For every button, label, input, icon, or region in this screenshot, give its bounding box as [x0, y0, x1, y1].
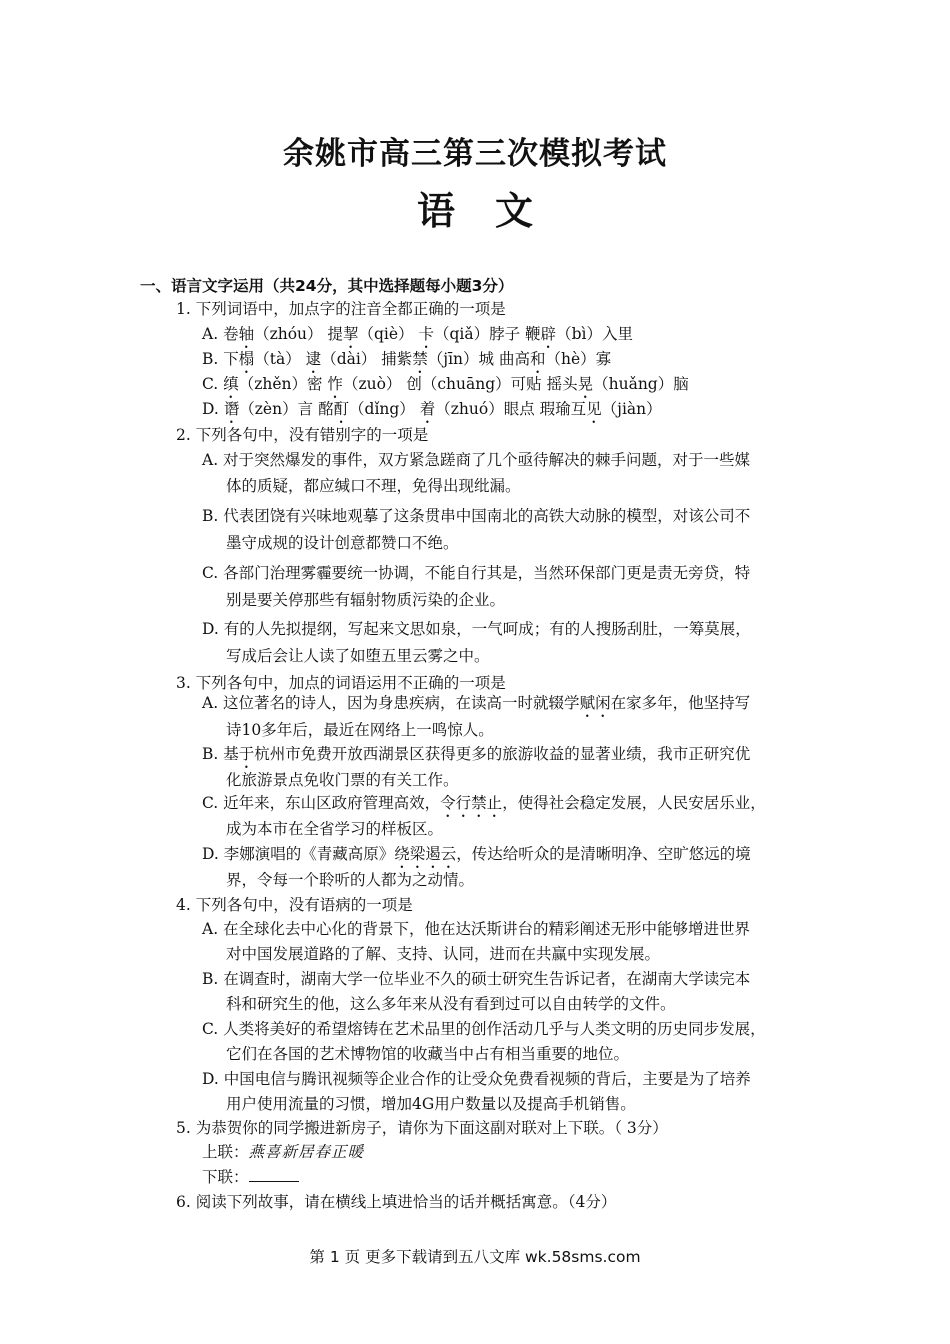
q2-option-c-line2: 别是要关停那些有辐射物质污染的企业。 [226, 591, 506, 609]
q2-option-c-line1: C. 各部门治理雾霾要统一协调，不能自行其是，当然环保部门更是责无旁贷，特 [202, 564, 751, 582]
page-footer: 第 1 页 更多下载请到五八文库 wk.58sms.com [309, 1248, 641, 1266]
q2-option-b-line1: B. 代表团饶有兴味地观摹了这条贯串中国南北的高铁大动脉的模型，对该公司不 [202, 507, 751, 525]
q2-option-a-line2: 体的质疑，都应缄口不理，免得出现纰漏。 [226, 477, 521, 495]
q3-option-d-line1: D. 李娜演唱的《青藏高原》绕梁遏云，传达给听众的是清晰明净、空旷悠远的境 [202, 845, 751, 863]
q4-option-c-line2: 它们在各国的艺术博物馆的收藏当中占有相当重要的地位。 [226, 1045, 630, 1063]
q1-option-b: B. 下榻（tà） 逮（dài） 捕紫禁（jīn）城 曲高和（hè）寡 [202, 350, 612, 368]
q4-option-a-line1: A. 在全球化去中心化的背景下，他在达沃斯讲台的精彩阐述无形中能够增进世界 [202, 920, 751, 938]
q3-option-c-line1: C. 近年来，东山区政府管理高效，令行禁止，使得社会稳定发展，人民安居乐业， [202, 794, 766, 812]
q4-option-b-line1: B. 在调查时，湖南大学一位毕业不久的硕士研究生告诉记者，在湖南大学读完本 [202, 970, 751, 988]
q1-stem: 1. 下列词语中，加点字的注音全都正确的一项是 [176, 300, 506, 318]
q5-lower-couplet: 下联： [202, 1167, 299, 1187]
q2-option-d-line1: D. 有的人先拟提纲，写起来文思如泉，一气呵成；有的人搜肠刮肚，一筹莫展， [202, 620, 751, 638]
q4-option-a-line2: 对中国发展道路的了解、支持、认同，进而在共赢中实现发展。 [226, 945, 661, 963]
q1-option-d: D. 谮（zèn）言 酩酊（dǐng） 着（zhuó）眼点 瑕瑜互见（jiàn） [202, 400, 662, 418]
q2-option-a-line1: A. 对于突然爆发的事件，双方紧急蹉商了几个亟待解决的棘手问题，对于一些媒 [202, 451, 751, 469]
q3-option-b-line1: B. 基于杭州市免费开放西湖景区获得更多的旅游收益的显著业绩，我市正研究优 [202, 745, 751, 763]
q4-option-b-line2: 科和研究生的他，这么多年来从没有看到过可以自由转学的文件。 [226, 995, 676, 1013]
q3-option-b-line2: 化旅游景点免收门票的有关工作。 [226, 771, 459, 789]
q2-stem: 2. 下列各句中，没有错别字的一项是 [176, 426, 429, 444]
q5-stem: 5. 为恭贺你的同学搬进新房子，请你为下面这副对联对上下联。（ 3分） [176, 1119, 668, 1137]
section-heading: 一、语言文字运用（共24分，其中选择题每小题3分） [140, 277, 514, 295]
q3-option-a-line2: 诗10多年后，最近在网络上一鸣惊人。 [226, 721, 494, 739]
q6-stem: 6. 阅读下列故事，请在横线上填进恰当的话并概括寓意。（4分） [176, 1193, 617, 1211]
q3-option-a-line1: A. 这位著名的诗人，因为身患疾病，在读高一时就辍学赋闲在家多年，他坚持写 [202, 694, 751, 712]
q5-upper-couplet: 上联：燕喜新居春正暖 [202, 1143, 365, 1161]
q4-stem: 4. 下列各句中，没有语病的一项是 [176, 896, 413, 914]
exam-title: 余姚市高三第三次模拟考试 [283, 136, 667, 172]
q1-option-c: C. 缜（zhěn）密 怍（zuò） 创（chuāng）可贴 摇头晃（huǎng）脑 [202, 375, 689, 393]
q4-option-c-line1: C. 人类将美好的希望熔铸在艺术品里的创作活动几乎与人类文明的历史同步发展， [202, 1020, 766, 1038]
q2-option-b-line2: 墨守成规的设计创意都赞口不绝。 [226, 534, 459, 552]
q2-option-d-line2: 写成后会让人读了如堕五里云雾之中。 [226, 647, 490, 665]
q1-option-a: A. 卷轴（zhóu） 提挈（qiè） 卡（qiǎ）脖子 鞭辟（bì）入里 [202, 325, 633, 343]
q3-option-c-line2: 成为本市在全省学习的样板区。 [226, 820, 444, 838]
q4-option-d-line2: 用户使用流量的习惯，增加4G用户数量以及提高手机销售。 [226, 1095, 636, 1113]
q4-option-d-line1: D. 中国电信与腾讯视频等企业合作的让受众免费看视频的背后，主要是为了培养 [202, 1070, 751, 1088]
q3-option-d-line2: 界，令每一个聆听的人都为之动情。 [226, 871, 475, 889]
q3-stem: 3. 下列各句中，加点的词语运用不正确的一项是 [176, 674, 506, 692]
answer-blank[interactable] [249, 1167, 299, 1182]
subject-title: 语文 [416, 189, 573, 233]
